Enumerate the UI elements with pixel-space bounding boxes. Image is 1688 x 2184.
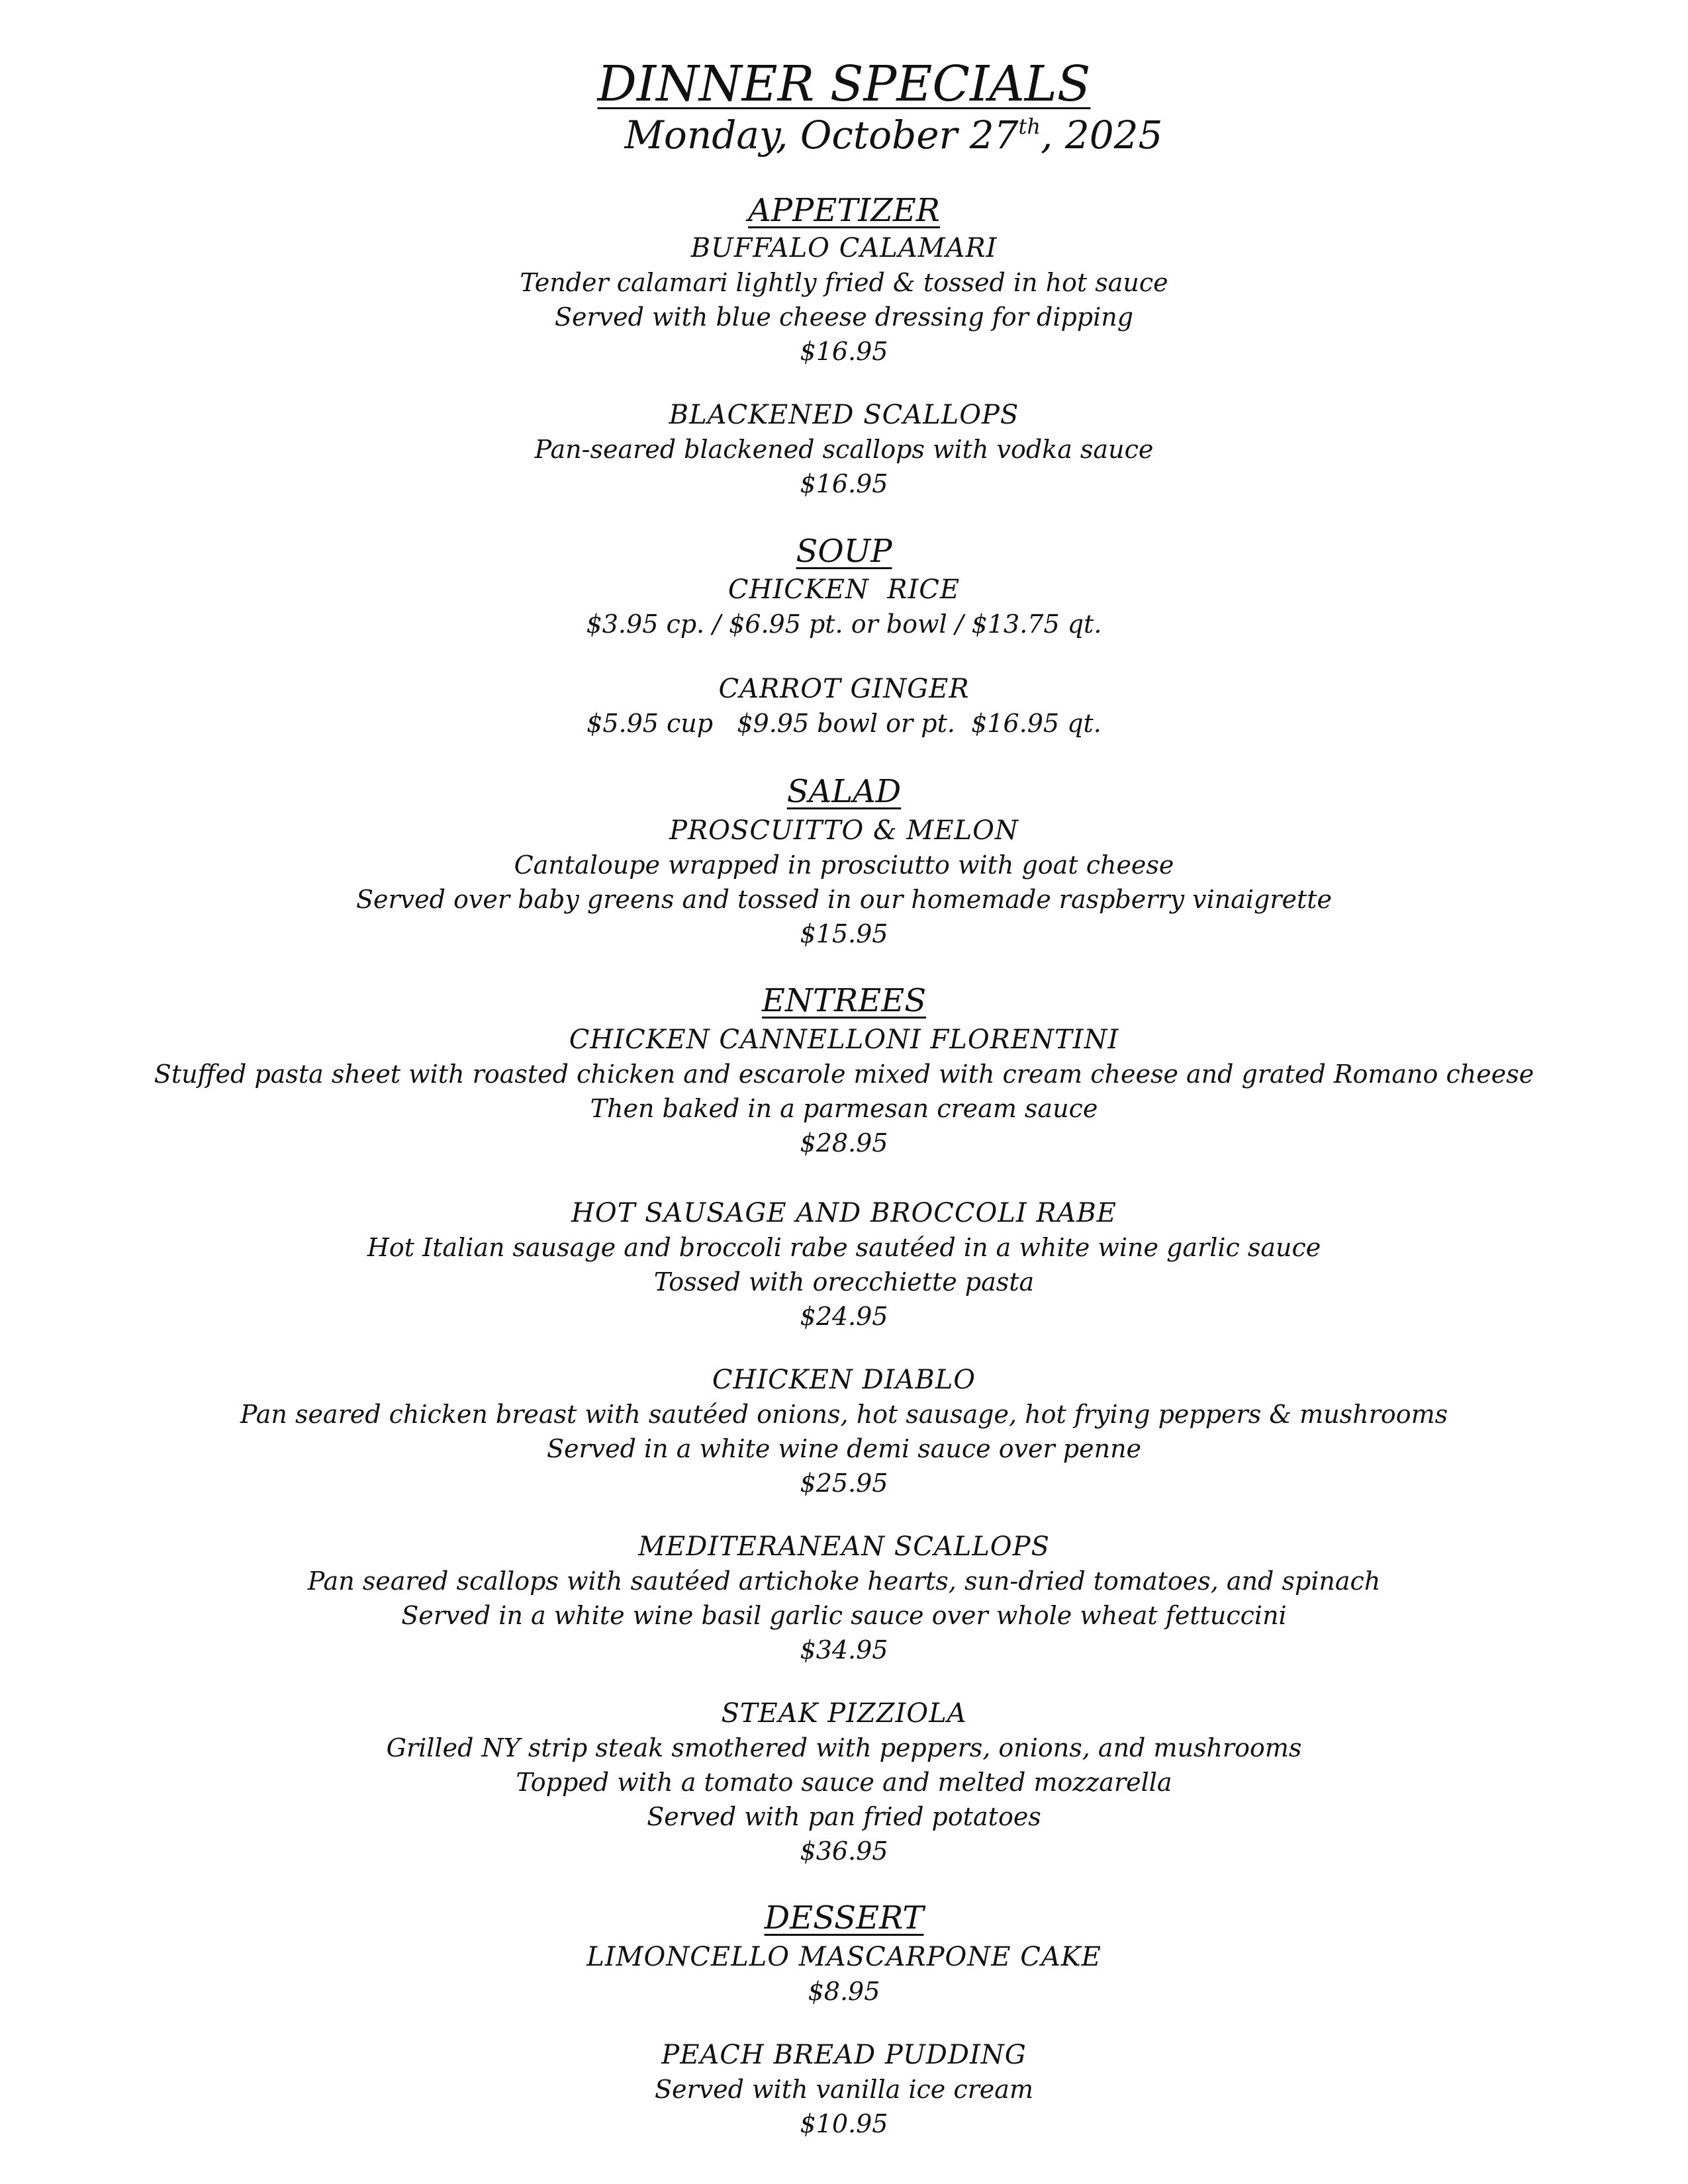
date-ordinal: th bbox=[1018, 114, 1041, 139]
appetizer-heading: APPETIZER bbox=[748, 192, 940, 229]
item-name-limoncello-cake: LIMONCELLO MASCARPONE CAKE bbox=[586, 1942, 1102, 1972]
item-desc: Tender calamari lightly fried & tossed in hot sauce bbox=[520, 268, 1168, 297]
item-price: $36.95 bbox=[800, 1837, 888, 1866]
item-desc: Topped with a tomato sauce and melted mozzarella bbox=[516, 1768, 1172, 1797]
item-desc: Then baked in a parmesan cream sauce bbox=[590, 1094, 1098, 1123]
item-desc: Pan seared scallops with sautéed artichoke hearts, sun-dried tomatoes, and spinach bbox=[307, 1567, 1381, 1596]
salad-heading: SALAD bbox=[786, 773, 902, 810]
item-price: $8.95 bbox=[808, 1977, 880, 2006]
item-price: $15.95 bbox=[800, 919, 888, 948]
date-prefix: Monday, October 27 bbox=[624, 113, 1019, 158]
item-price: $16.95 bbox=[800, 337, 888, 366]
item-desc: Served with pan fried potatoes bbox=[647, 1802, 1041, 1831]
item-name-hot-sausage: HOT SAUSAGE AND BROCCOLI RABE bbox=[571, 1198, 1117, 1228]
item-price: $34.95 bbox=[800, 1635, 888, 1664]
item-name-carrot-ginger: CARROT GINGER bbox=[718, 674, 970, 704]
item-price: $3.95 cp. / $6.95 pt. or bowl / $13.75 qt. bbox=[586, 610, 1102, 639]
item-name-blackened-scallops: BLACKENED SCALLOPS bbox=[669, 400, 1019, 430]
item-name-peach-bread-pudding: PEACH BREAD PUDDING bbox=[661, 2040, 1027, 2070]
item-desc: Grilled NY strip steak smothered with peppers, onions, and mushrooms bbox=[386, 1733, 1302, 1762]
item-name-steak-pizziola: STEAK PIZZIOLA bbox=[721, 1698, 967, 1729]
item-desc: Tossed with orecchiette pasta bbox=[653, 1267, 1035, 1297]
date-suffix: , 2025 bbox=[1040, 113, 1163, 158]
item-price: $16.95 bbox=[800, 469, 888, 498]
dessert-heading: DESSERT bbox=[764, 1899, 924, 1936]
item-price: $28.95 bbox=[800, 1128, 888, 1158]
item-name-buffalo-calamari: BUFFALO CALAMARI bbox=[690, 233, 998, 263]
menu-title: DINNER SPECIALS bbox=[597, 56, 1091, 113]
item-name-chicken-diablo: CHICKEN DIABLO bbox=[712, 1365, 976, 1395]
item-desc: Served with vanilla ice cream bbox=[655, 2075, 1033, 2104]
entrees-heading: ENTREES bbox=[761, 982, 927, 1019]
menu-date bbox=[0, 111, 1688, 159]
item-name-proscuitto-melon: PROSCUITTO & MELON bbox=[669, 815, 1019, 846]
item-desc: Cantaloupe wrapped in prosciutto with goat cheese bbox=[514, 850, 1174, 880]
item-desc: Pan seared chicken breast with sautéed onions, hot sausage, hot frying peppers & mushrooms bbox=[240, 1400, 1448, 1429]
item-name-mediteranean-scallops: MEDITERANEAN SCALLOPS bbox=[638, 1531, 1050, 1562]
item-desc: Served in a white wine basil garlic sauce over whole wheat fettuccini bbox=[401, 1601, 1287, 1630]
item-desc: Served in a white wine demi sauce over penne bbox=[546, 1434, 1142, 1463]
item-desc: Pan-seared blackened scallops with vodka sauce bbox=[534, 435, 1154, 464]
item-desc: Served with blue cheese dressing for dipping bbox=[554, 302, 1134, 332]
item-price: $5.95 cup $9.95 bowl or pt. $16.95 qt. bbox=[586, 709, 1102, 738]
item-desc: Hot Italian sausage and broccoli rabe sautéed in a white wine garlic sauce bbox=[367, 1233, 1321, 1262]
soup-heading: SOUP bbox=[796, 533, 892, 570]
item-name-chicken-rice: CHICKEN RICE bbox=[727, 574, 961, 605]
item-price: $10.95 bbox=[800, 2109, 888, 2138]
item-price: $24.95 bbox=[800, 1302, 888, 1331]
item-desc: Stuffed pasta sheet with roasted chicken and escarole mixed with cream cheese and grated Romano cheese bbox=[154, 1060, 1534, 1089]
item-name-chicken-cannelloni: CHICKEN CANNELLONI FLORENTINI bbox=[569, 1024, 1119, 1055]
item-desc: Served over baby greens and tossed in our homemade raspberry vinaigrette bbox=[355, 885, 1333, 914]
item-price: $25.95 bbox=[800, 1469, 888, 1498]
